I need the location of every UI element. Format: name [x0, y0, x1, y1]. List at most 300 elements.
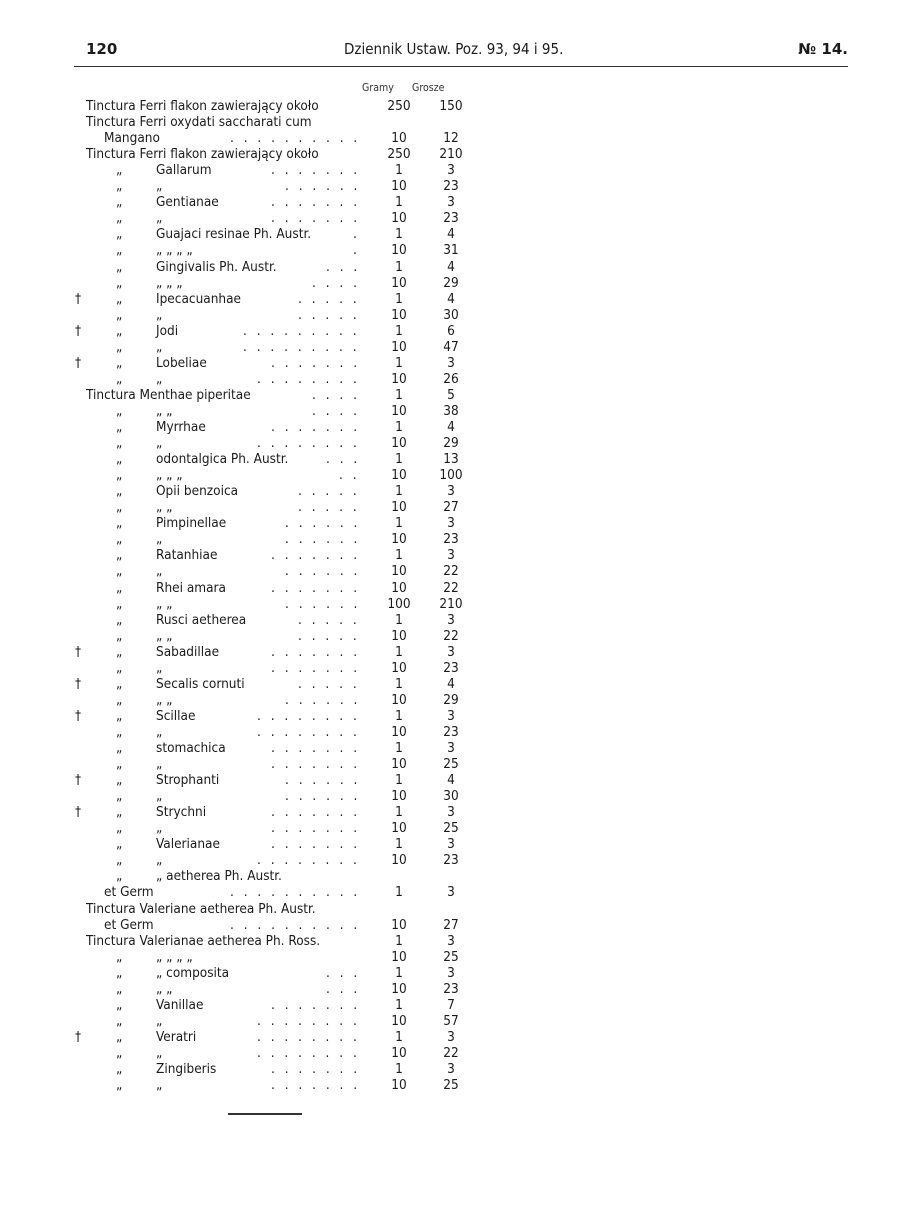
table-row [60, 965, 480, 981]
grams-value: 10 [391, 531, 407, 548]
leader-dots: . . . . . . . . . [243, 322, 360, 339]
leader-dots: . . . . . . . [271, 210, 361, 227]
table-row [60, 884, 480, 900]
leader-dots: . . . . . . . [271, 194, 361, 211]
ditto-mark: „ [116, 788, 123, 805]
grosze-value: 23 [443, 980, 459, 997]
grosze-value: 3 [447, 194, 455, 211]
table-row [60, 114, 480, 130]
grosze-value: 25 [443, 948, 459, 965]
item-label: Lobeliae [156, 354, 207, 371]
grosze-value: 47 [443, 338, 459, 355]
grams-value: 1 [395, 1028, 403, 1045]
ditto-mark: „ [116, 499, 123, 516]
grosze-value: 13 [443, 451, 459, 468]
table-row [60, 162, 480, 178]
item-label: Tinctura Menthae piperitae [86, 386, 251, 403]
grosze-value: 23 [443, 210, 459, 227]
item-label: Secalis cornuti [156, 675, 245, 692]
leader-dots: . . . . . . . . [257, 370, 360, 387]
item-label: „ [156, 435, 163, 452]
item-label: „ [156, 370, 163, 387]
leader-dots: . . . . . . [285, 772, 361, 789]
ditto-mark: „ [116, 162, 123, 179]
table-row [60, 1077, 480, 1093]
table-row [60, 467, 480, 483]
item-label: „ [156, 531, 163, 548]
grams-value: 1 [395, 258, 403, 275]
grams-value: 1 [395, 419, 403, 435]
leader-dots: . . . . . . . . [257, 723, 360, 740]
ditto-mark: „ [116, 820, 123, 837]
grams-value: 1 [395, 451, 403, 468]
item-label: „ [156, 210, 163, 227]
ditto-mark: „ [116, 772, 123, 789]
leader-dots: . . . . . . [285, 691, 361, 708]
item-label: „ „ [156, 627, 173, 644]
leader-dots: . . . . . [298, 611, 360, 628]
closing-rule [228, 1113, 302, 1115]
item-label: Tinctura Ferri flakon zawierający około [86, 98, 319, 114]
grosze-value: 3 [447, 547, 455, 564]
leader-dots: . . . . . . . [271, 836, 361, 853]
item-label: odontalgica Ph. Austr. [156, 451, 289, 468]
table-row [60, 547, 480, 563]
table-row [60, 259, 480, 275]
grosze-value: 3 [447, 643, 455, 660]
grams-value: 10 [391, 210, 407, 227]
item-label: Ratanhiae [156, 547, 218, 564]
leader-dots: . . . [326, 451, 361, 468]
table-row [60, 820, 480, 836]
item-label: „ [156, 563, 163, 580]
table-row [60, 836, 480, 852]
table-row [60, 1061, 480, 1077]
leader-dots: . . . . . [298, 675, 360, 692]
grams-value: 100 [387, 595, 411, 612]
ditto-mark: „ [116, 611, 123, 628]
item-label: et Germ [104, 884, 154, 901]
item-label: Rhei amara [156, 579, 226, 596]
grosze-value: 3 [447, 932, 455, 949]
ditto-mark: „ [116, 483, 123, 500]
leader-dots: . . . . . . . [271, 996, 361, 1013]
leader-dots: . [353, 226, 360, 243]
grams-value: 1 [395, 996, 403, 1013]
grosze-value: 3 [447, 515, 455, 532]
table-row [60, 644, 480, 660]
table-row [60, 194, 480, 210]
item-label: „ [156, 1012, 163, 1029]
grams-value: 250 [387, 98, 411, 114]
ditto-mark: „ [116, 242, 123, 259]
grams-value: 10 [391, 852, 407, 869]
grosze-value: 4 [447, 258, 455, 275]
grams-value: 10 [391, 242, 407, 259]
item-label: „ composita [156, 964, 230, 981]
table-row [60, 788, 480, 804]
grosze-value: 210 [439, 146, 463, 163]
table-row [60, 275, 480, 291]
item-label: Strychni [156, 804, 207, 821]
leader-dots: . . . . . . [285, 563, 361, 580]
item-label: „ [156, 1044, 163, 1061]
leader-dots: . . . . . . . . [257, 435, 360, 452]
item-label: Rusci aetherea [156, 611, 247, 628]
item-label: Ipecacuanhae [156, 290, 242, 307]
ditto-mark: „ [116, 210, 123, 227]
leader-dots: . . . . . . . [271, 659, 361, 676]
grosze-value: 31 [443, 242, 459, 259]
grosze-value: 27 [443, 916, 459, 933]
table-row [60, 981, 480, 997]
ditto-mark: „ [116, 258, 123, 275]
grosze-value: 23 [443, 659, 459, 676]
table-row [60, 531, 480, 547]
leader-dots: . . . . . . . . . . [230, 130, 361, 147]
grosze-value: 5 [447, 386, 455, 403]
table-row [60, 596, 480, 612]
table-row [60, 226, 480, 242]
grosze-value: 12 [443, 130, 459, 147]
grams-value: 1 [395, 836, 403, 853]
item-label: „ [156, 756, 163, 773]
grams-value: 10 [391, 691, 407, 708]
grosze-value: 30 [443, 788, 459, 805]
table-row [60, 419, 480, 435]
item-label: „ „ [156, 980, 173, 997]
grosze-value: 3 [447, 964, 455, 981]
dagger-mark: † [74, 707, 82, 724]
ditto-mark: „ [116, 804, 123, 821]
item-label: Vanillae [156, 996, 204, 1013]
item-label: „ [156, 852, 163, 869]
leader-dots: . . . . . . . [271, 1061, 361, 1077]
item-label: „ „ [156, 691, 173, 708]
grosze-value: 29 [443, 691, 459, 708]
ditto-mark: „ [116, 531, 123, 548]
ditto-mark: „ [116, 354, 123, 371]
grosze-value: 100 [439, 467, 463, 484]
ditto-mark: „ [116, 1061, 123, 1077]
ditto-mark: „ [116, 756, 123, 773]
grams-value: 1 [395, 643, 403, 660]
ditto-mark: „ [116, 740, 123, 756]
grams-value: 10 [391, 338, 407, 355]
grams-value: 1 [395, 162, 403, 179]
table-row [60, 307, 480, 323]
grosze-value: 4 [447, 675, 455, 692]
ditto-mark: „ [116, 707, 123, 724]
grams-value: 1 [395, 322, 403, 339]
item-label: „ [156, 1077, 163, 1094]
leader-dots: . . . . . . [285, 788, 361, 805]
leader-dots: . . [339, 467, 360, 484]
item-label: „ [156, 723, 163, 740]
table-row [60, 997, 480, 1013]
table-row [60, 242, 480, 258]
grams-value: 1 [395, 226, 403, 243]
grams-value: 10 [391, 627, 407, 644]
item-label: et Germ [104, 916, 154, 933]
item-label: Scillae [156, 707, 196, 724]
grams-value: 10 [391, 435, 407, 452]
grosze-value: 4 [447, 290, 455, 307]
ditto-mark: „ [116, 723, 123, 740]
item-label: „ [156, 820, 163, 837]
item-label: „ [156, 338, 163, 355]
grams-value: 10 [391, 579, 407, 596]
item-label: „ „ [156, 499, 173, 516]
leader-dots: . . . . . . . [271, 643, 361, 660]
grams-value: 10 [391, 1077, 407, 1094]
ditto-mark: „ [116, 691, 123, 708]
grosze-value: 30 [443, 306, 459, 323]
leader-dots: . . . . . . . [271, 820, 361, 837]
page-header [64, 40, 848, 64]
leader-dots: . . . . . . . [271, 162, 361, 179]
item-label: Tinctura Valerianae aetherea Ph. Ross. [86, 932, 321, 949]
ditto-mark: „ [116, 338, 123, 355]
item-label: stomachica [156, 740, 226, 756]
table-row [60, 901, 480, 917]
item-label: Myrrhae [156, 419, 206, 435]
item-label: Tinctura Ferri flakon zawierający około [86, 146, 319, 163]
ditto-mark: „ [116, 322, 123, 339]
grams-value: 10 [391, 370, 407, 387]
item-label: Mangano [104, 130, 160, 147]
grosze-value: 4 [447, 226, 455, 243]
grosze-value: 25 [443, 820, 459, 837]
table-row [60, 499, 480, 515]
grosze-value: 3 [447, 707, 455, 724]
table-row [60, 756, 480, 772]
table-row [60, 724, 480, 740]
ditto-mark: „ [116, 194, 123, 211]
ditto-mark: „ [116, 643, 123, 660]
item-label: Zingiberis [156, 1061, 217, 1077]
grosze-value: 22 [443, 1044, 459, 1061]
ditto-mark: „ [116, 547, 123, 564]
grams-value: 10 [391, 916, 407, 933]
item-label: Strophanti [156, 772, 220, 789]
item-label: Sabadillae [156, 643, 220, 660]
table-row [60, 130, 480, 146]
table-row [60, 917, 480, 933]
ditto-mark: „ [116, 1028, 123, 1045]
grosze-value: 38 [443, 402, 459, 419]
grosze-value: 150 [439, 98, 463, 114]
grosze-value: 6 [447, 322, 455, 339]
table-row [60, 371, 480, 387]
leader-dots: . . . [326, 980, 361, 997]
grams-value: 10 [391, 563, 407, 580]
grams-value: 10 [391, 756, 407, 773]
table-row [60, 628, 480, 644]
grosze-value: 3 [447, 1061, 455, 1077]
grosze-value: 3 [447, 162, 455, 179]
grams-value: 1 [395, 740, 403, 756]
leader-dots: . . . . . [298, 290, 360, 307]
leader-dots: . . . . . . . . . . [230, 884, 361, 901]
grams-value: 1 [395, 386, 403, 403]
table-row [60, 580, 480, 596]
grams-value: 1 [395, 772, 403, 789]
grosze-value: 23 [443, 178, 459, 195]
ditto-mark: „ [116, 306, 123, 323]
table-row [60, 1045, 480, 1061]
grams-value: 1 [395, 804, 403, 821]
dagger-mark: † [74, 354, 82, 371]
leader-dots: . . . . . . . . [257, 1012, 360, 1029]
ditto-mark: „ [116, 563, 123, 580]
table-row [60, 933, 480, 949]
leader-dots: . . . . . . . . [257, 852, 360, 869]
leader-dots: . . . . . . . . . . [230, 916, 361, 933]
item-label: Guajaci resinae Ph. Austr. [156, 226, 312, 243]
leader-dots: . . . . . . . [271, 756, 361, 773]
table-row [60, 563, 480, 579]
table-row [60, 949, 480, 965]
item-label: „ [156, 178, 163, 195]
leader-dots: . . . . . [298, 483, 360, 500]
grosze-value: 27 [443, 499, 459, 516]
item-label: „ [156, 659, 163, 676]
dagger-mark: † [74, 1028, 82, 1045]
ditto-mark: „ [116, 402, 123, 419]
grams-value: 10 [391, 402, 407, 419]
item-label: „ „ „ [156, 467, 183, 484]
grams-value: 1 [395, 515, 403, 532]
grams-value: 1 [395, 964, 403, 981]
item-label: „ „ [156, 595, 173, 612]
leader-dots: . . . . . . . [271, 804, 361, 821]
table-row [60, 852, 480, 868]
leader-dots: . . . . . . . . . [243, 338, 360, 355]
table-row [60, 708, 480, 724]
grosze-value: 210 [439, 595, 463, 612]
issue-number: № 14. [798, 40, 848, 58]
table-row [60, 403, 480, 419]
grams-value: 10 [391, 723, 407, 740]
item-label: Gallarum [156, 162, 212, 179]
item-label: Valerianae [156, 836, 220, 853]
leader-dots: . . . . . . [285, 515, 361, 532]
leader-dots: . . . . . [298, 499, 360, 516]
grosze-value: 4 [447, 419, 455, 435]
table-row [60, 1029, 480, 1045]
column-header-grosze: Grosze [412, 82, 445, 94]
ditto-mark: „ [116, 274, 123, 291]
table-row [60, 772, 480, 788]
grosze-value: 4 [447, 772, 455, 789]
grosze-value: 3 [447, 836, 455, 853]
grams-value: 10 [391, 1044, 407, 1061]
leader-dots: . . . . . . . [271, 740, 361, 756]
ditto-mark: „ [116, 996, 123, 1013]
grams-value: 1 [395, 932, 403, 949]
item-label: Opii benzoica [156, 483, 239, 500]
grosze-value: 29 [443, 435, 459, 452]
item-label: Tinctura Ferri oxydati saccharati cum [86, 114, 312, 131]
grams-value: 1 [395, 290, 403, 307]
table-row [60, 612, 480, 628]
table-row [60, 435, 480, 451]
dagger-mark: † [74, 675, 82, 692]
ditto-mark: „ [116, 1012, 123, 1029]
grams-value: 10 [391, 178, 407, 195]
leader-dots: . . . . . . . [271, 1077, 361, 1094]
table-row [60, 676, 480, 692]
grosze-value: 3 [447, 804, 455, 821]
ditto-mark: „ [116, 451, 123, 468]
grosze-value: 3 [447, 611, 455, 628]
item-label: „ aetherea Ph. Austr. [156, 868, 282, 885]
table-row [60, 210, 480, 226]
grams-value: 1 [395, 547, 403, 564]
grams-value: 10 [391, 130, 407, 147]
item-label: „ „ „ „ [156, 948, 193, 965]
header-rule [74, 66, 848, 67]
grams-value: 10 [391, 467, 407, 484]
leader-dots: . . . . [312, 386, 360, 403]
leader-dots: . . . . . [298, 306, 360, 323]
leader-dots: . . . . . . . . [257, 1028, 360, 1045]
grams-value: 10 [391, 948, 407, 965]
ditto-mark: „ [116, 964, 123, 981]
item-label: Veratri [156, 1028, 197, 1045]
ditto-mark: „ [116, 836, 123, 853]
grosze-value: 22 [443, 579, 459, 596]
ditto-mark: „ [116, 579, 123, 596]
ditto-mark: „ [116, 467, 123, 484]
page-number: 120 [86, 40, 118, 58]
leader-dots: . . . . . [298, 627, 360, 644]
grams-value: 1 [395, 354, 403, 371]
table-row [60, 868, 480, 884]
dagger-mark: † [74, 290, 82, 307]
grosze-value: 22 [443, 563, 459, 580]
table-row [60, 323, 480, 339]
table-row [60, 291, 480, 307]
grosze-value: 23 [443, 852, 459, 869]
grams-value: 10 [391, 274, 407, 291]
table-row [60, 387, 480, 403]
leader-dots: . . . . . . [285, 595, 361, 612]
table-row [60, 660, 480, 676]
grosze-value: 26 [443, 370, 459, 387]
grosze-value: 3 [447, 740, 455, 756]
dagger-mark: † [74, 643, 82, 660]
leader-dots: . . . . . . . [271, 579, 361, 596]
grams-value: 1 [395, 194, 403, 211]
grams-value: 10 [391, 659, 407, 676]
ditto-mark: „ [116, 290, 123, 307]
grams-value: 1 [395, 884, 403, 901]
ditto-mark: „ [116, 515, 123, 532]
leader-dots: . [353, 242, 360, 259]
ditto-mark: „ [116, 435, 123, 452]
ditto-mark: „ [116, 1077, 123, 1094]
grams-value: 1 [395, 483, 403, 500]
grosze-value: 3 [447, 1028, 455, 1045]
ditto-mark: „ [116, 980, 123, 997]
grosze-value: 3 [447, 354, 455, 371]
grosze-value: 22 [443, 627, 459, 644]
ditto-mark: „ [116, 948, 123, 965]
ditto-mark: „ [116, 627, 123, 644]
grams-value: 1 [395, 707, 403, 724]
